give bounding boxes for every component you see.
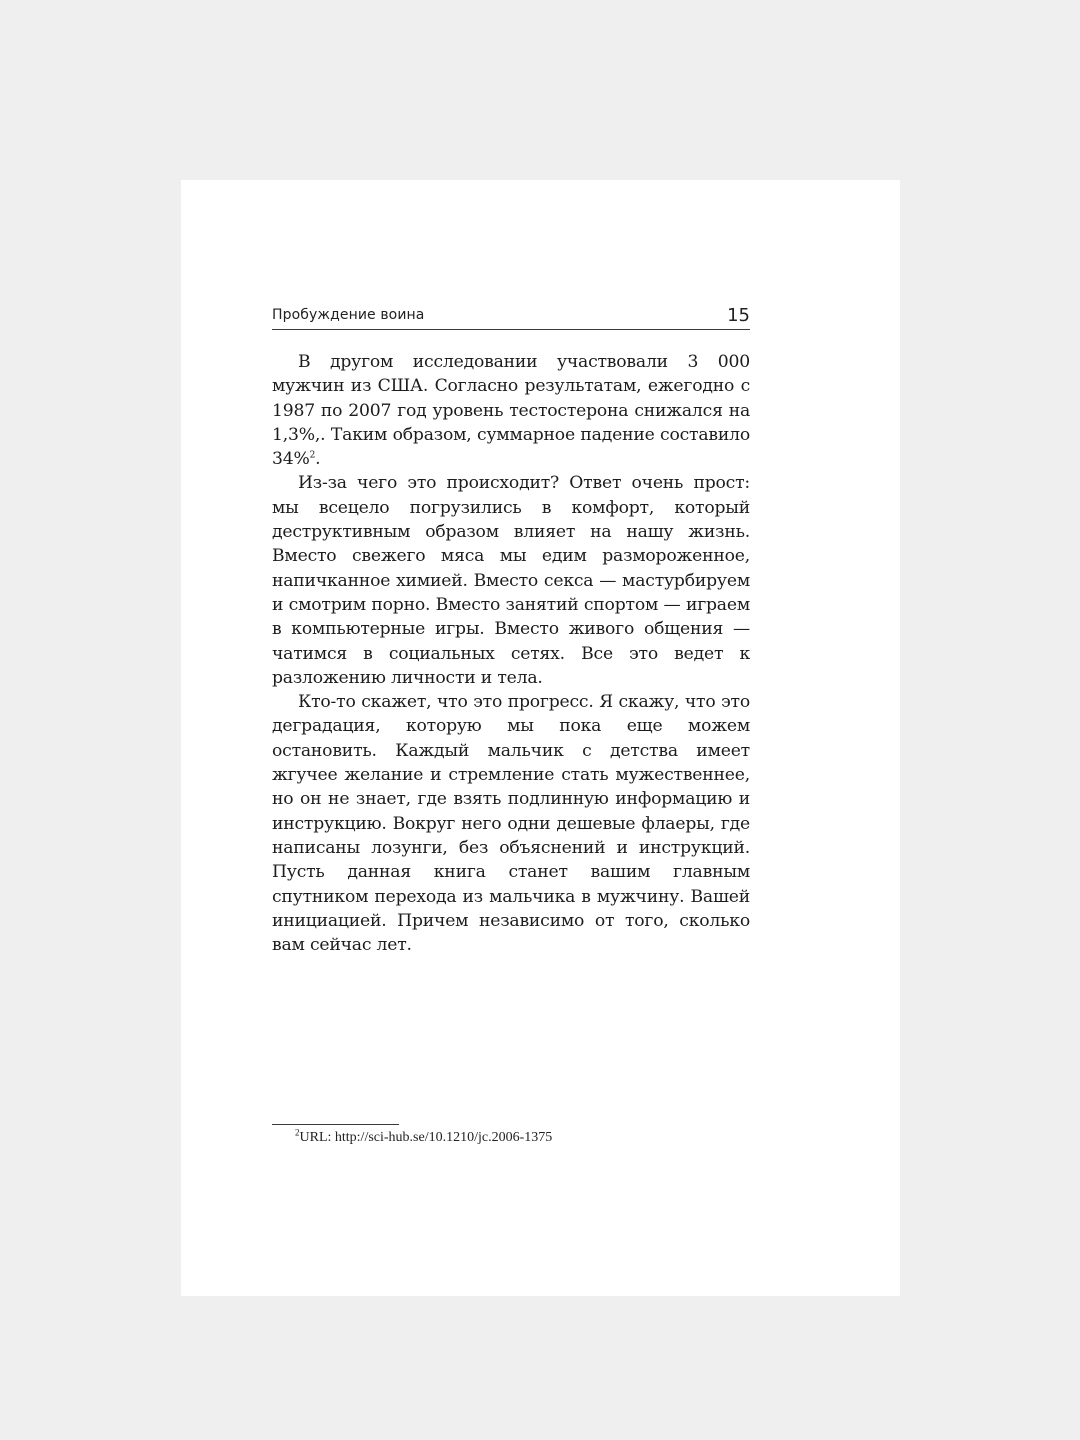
body-text <box>272 350 750 957</box>
running-title: Пробуждение воина <box>272 307 425 323</box>
paragraph-3: Кто-то скажет, что это прогресс. Я скажу, что это деградация, которую мы пока еще можем остановить. Каждый мальчик с детства имеет жгучее желание и стремление стать мужественнее, но он не знает, где взять подлинную информацию и инструкцию. Вокруг него одни дешевые флаеры, где написаны лозунги, без объяснений и инструкций. Пусть данная книга станет вашим главным спутником перехода из мальчика в мужчину. Вашей инициацией. Причем независимо от того, сколько вам сейчас лет. <box>272 692 750 956</box>
page-number: 15 <box>727 305 750 326</box>
paragraph-1-text: В другом исследовании участвовали 3 000 мужчин из США. Согласно результатам, ежегодно с 1987 по 2007 год уровень тестостерона снижался на 1,3%,. Таким образом, суммарное падение составило 34% <box>272 352 750 470</box>
paragraph-1-end: . <box>315 449 321 470</box>
footnote-divider <box>272 1124 399 1125</box>
footnote <box>295 1127 553 1146</box>
footnote-reference: 2 <box>309 450 316 461</box>
book-page <box>181 180 900 1296</box>
footnote-text: URL: http://sci-hub.se/10.1210/jc.2006-1375 <box>299 1130 553 1145</box>
paragraph-1 <box>272 350 750 471</box>
paragraph-2: Из-за чего это происходит? Ответ очень прост: мы всецело погрузились в комфорт, который деструктивным образом влияет на нашу жизнь. Вместо свежего мяса мы едим размороженное, напичканное химией. Вместо секса — мастурбируем и смотрим порно. Вместо занятий спортом — играем в компьютерные игры. Вместо живого общения — чатимся в социальных сетях. Все это ведет к разложению личности и тела. <box>272 473 750 688</box>
footnote-marker: 2 <box>295 1127 300 1138</box>
running-header <box>272 300 750 330</box>
